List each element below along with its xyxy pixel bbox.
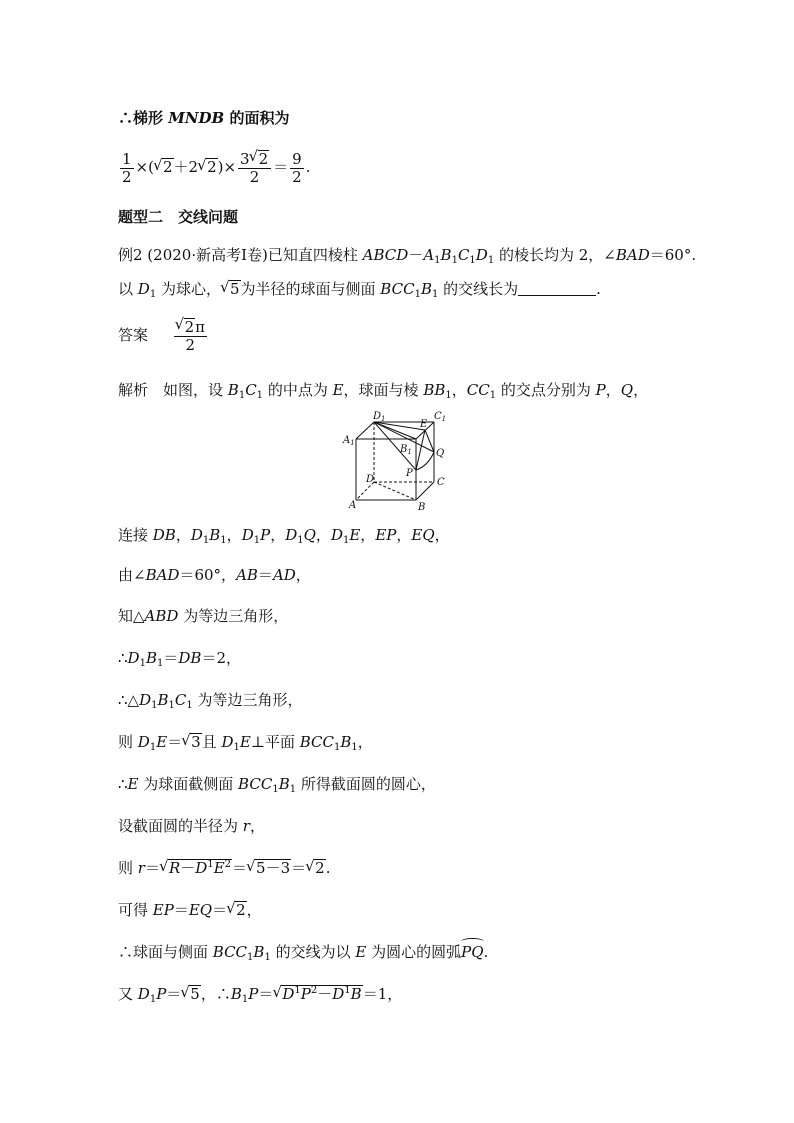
label-C: C bbox=[437, 477, 445, 488]
example-question: 以 $D_1$ 为球心，√ 5为半径的球面与侧面 $BCC_1B_1$ 的交线长为 . bbox=[118, 279, 601, 299]
example-statement: 例2 (2020·新高考Ⅰ卷)已知直四棱柱 $ABCD-A_1B_1C_1D_1$ 的棱长均为 2，∠BAD＝60°. bbox=[118, 246, 697, 266]
section-title: 题型二 交线问题 bbox=[118, 208, 239, 226]
label-D1: $D_1$ bbox=[373, 411, 386, 423]
solution-line-ep: 可得 EP＝EQ＝√ 2， bbox=[118, 900, 262, 920]
label-D: D bbox=[366, 474, 375, 485]
label-E: E bbox=[420, 419, 428, 430]
solution-line-d1e: 则 $D_1E=√$ 3且 $D_1E\perp$平面 $BCC_1B_1$， bbox=[118, 732, 373, 752]
solution-line-radius: 设截面圆的半径为 r， bbox=[118, 817, 265, 835]
solution-intro: 解析 如图，设 $B_1C_1$ 的中点为 E，球面与棱 $BB_1$，$CC_1$ 的交点分别为 P，Q， bbox=[118, 381, 649, 401]
answer: 答案 √ $\frac{2\pi}{2}$ bbox=[118, 318, 209, 354]
label-A1: $A_1$ bbox=[343, 435, 355, 447]
solution-line-db: $\therefore D_1B_1=DB=2$， bbox=[118, 649, 241, 669]
solution-line-equilateral: 知△ABD 为等边三角形， bbox=[118, 607, 289, 625]
label-B1: $B_1$ bbox=[400, 444, 412, 456]
label-A: A bbox=[349, 500, 357, 511]
answer-label: 答案 bbox=[118, 326, 149, 344]
label-C1: $C_1$ bbox=[434, 411, 447, 423]
solution-line-angle: 由∠BAD＝60°，AB＝AD， bbox=[118, 566, 311, 584]
answer-blank bbox=[518, 281, 596, 296]
solution-line-center: ∴E 为球面截侧面 $BCC_1B_1$ 所得截面圆的圆心， bbox=[118, 775, 436, 795]
solution-line-connect: 连接 DB，$D_1B_1$，$D_1P$，$D_1Q$，$D_1E$，EP，EQ， bbox=[118, 526, 450, 546]
area-formula: $\frac{1}{2}$ ×(√ 2＋2√ 2)× $\frac{3√ 2}{2}$ ＝ $\frac{9}{2}$ . bbox=[118, 150, 310, 186]
solution-line-b1p: 又 $D_1P=√$ 5，$\therefore B_1P=√$ $D^1P^2-D^1B=1$， bbox=[118, 984, 402, 1004]
solution-line-triangle: $\therefore\triangle D_1B_1C_1$ 为等边三角形， bbox=[118, 691, 303, 711]
label-Q: Q bbox=[436, 448, 445, 459]
solution-line-r-value: 则 r＝√ $R-D^1E^2=√$ 5－3＝√ 2. bbox=[118, 858, 330, 878]
prism-figure bbox=[336, 406, 460, 514]
area-statement: ∴梯形 MNDB 的面积为 bbox=[118, 109, 290, 127]
solution-line-arc: ∴球面与侧面 $BCC_1B_1$ 的交线为以 E 为圆心的圆弧PQ. bbox=[118, 943, 489, 963]
label-P: P bbox=[406, 468, 413, 479]
label-B: B bbox=[418, 502, 426, 513]
